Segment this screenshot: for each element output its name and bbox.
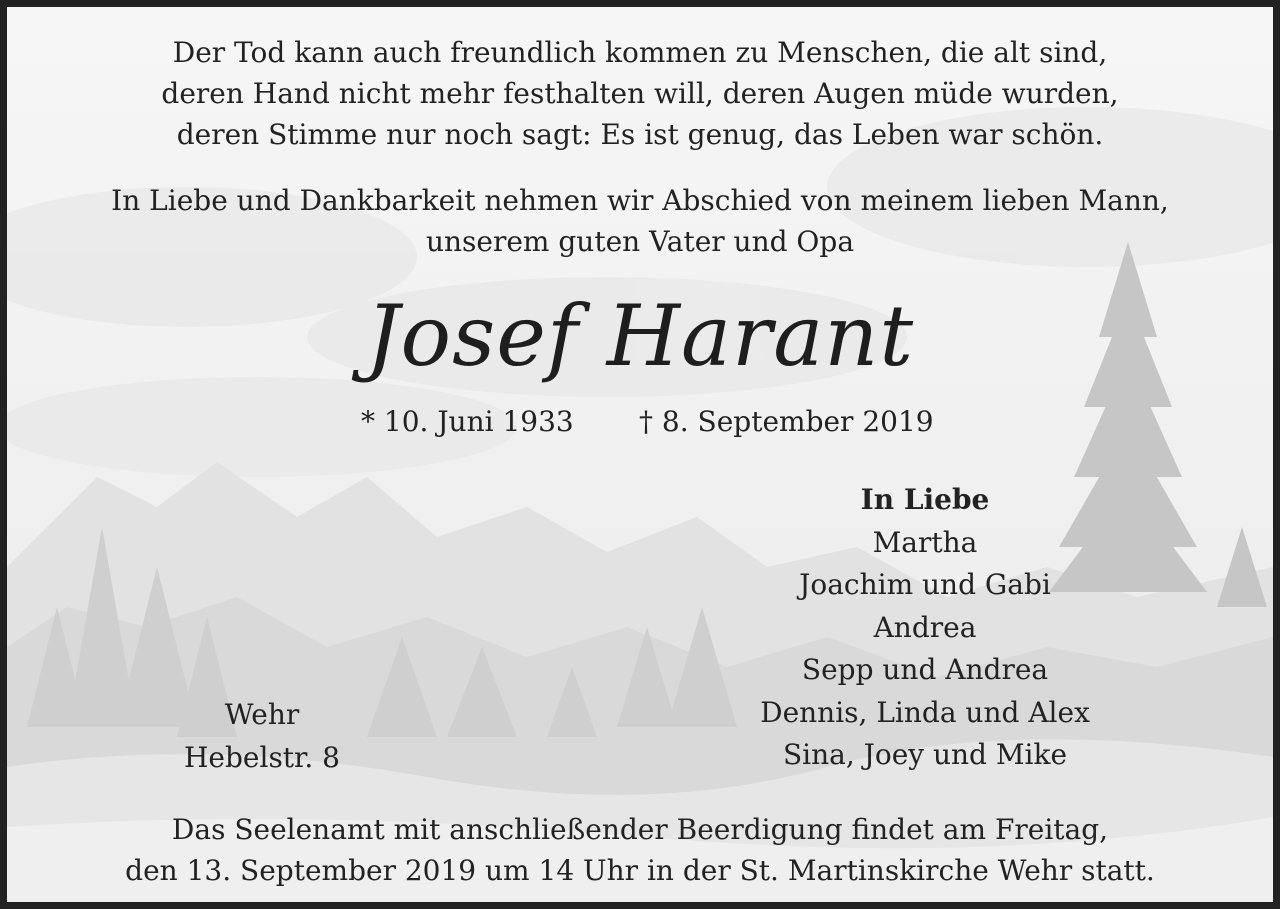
intro-line: In Liebe und Dankbarkeit nehmen wir Abschied von meinem lieben Mann, (111, 184, 1169, 217)
family-member: Andrea (873, 610, 977, 644)
family-member: Sepp und Andrea (801, 653, 1049, 686)
poem-line: deren Stimme nur noch sagt: Es ist genug, das Leben war schön. (176, 118, 1104, 151)
farewell-intro (7, 180, 1273, 262)
poem-line: deren Hand nicht mehr festhalten will, deren Augen müde wurden, (161, 77, 1119, 110)
family-member: Martha (872, 525, 978, 559)
family-member: Dennis, Linda und Alex (760, 695, 1090, 729)
birth-date: * 10. Juni 1933 (361, 405, 574, 438)
poem (7, 32, 1273, 155)
death-date: † 8. September 2019 (639, 405, 934, 438)
address-street: Hebelstr. 8 (184, 740, 340, 774)
deceased-name: Josef Harant (365, 287, 915, 385)
family-heading: In Liebe (860, 483, 990, 516)
family-member: Sina, Joey und Mike (782, 738, 1068, 771)
address (147, 694, 377, 779)
funeral-line: Das Seelenamt mit anschließender Beerdigung findet am Freitag, (171, 813, 1109, 846)
address-town: Wehr (224, 698, 300, 731)
poem-line: Der Tod kann auch freundlich kommen zu Menschen, die alt sind, (172, 36, 1108, 69)
funeral-notice (7, 809, 1273, 891)
intro-line: unserem guten Vater und Opa (425, 225, 855, 258)
family-list (745, 479, 1105, 777)
family-member: Joachim und Gabi (799, 568, 1051, 601)
funeral-line: den 13. September 2019 um 14 Uhr in der St. Martinskirche Wehr statt. (125, 854, 1155, 887)
